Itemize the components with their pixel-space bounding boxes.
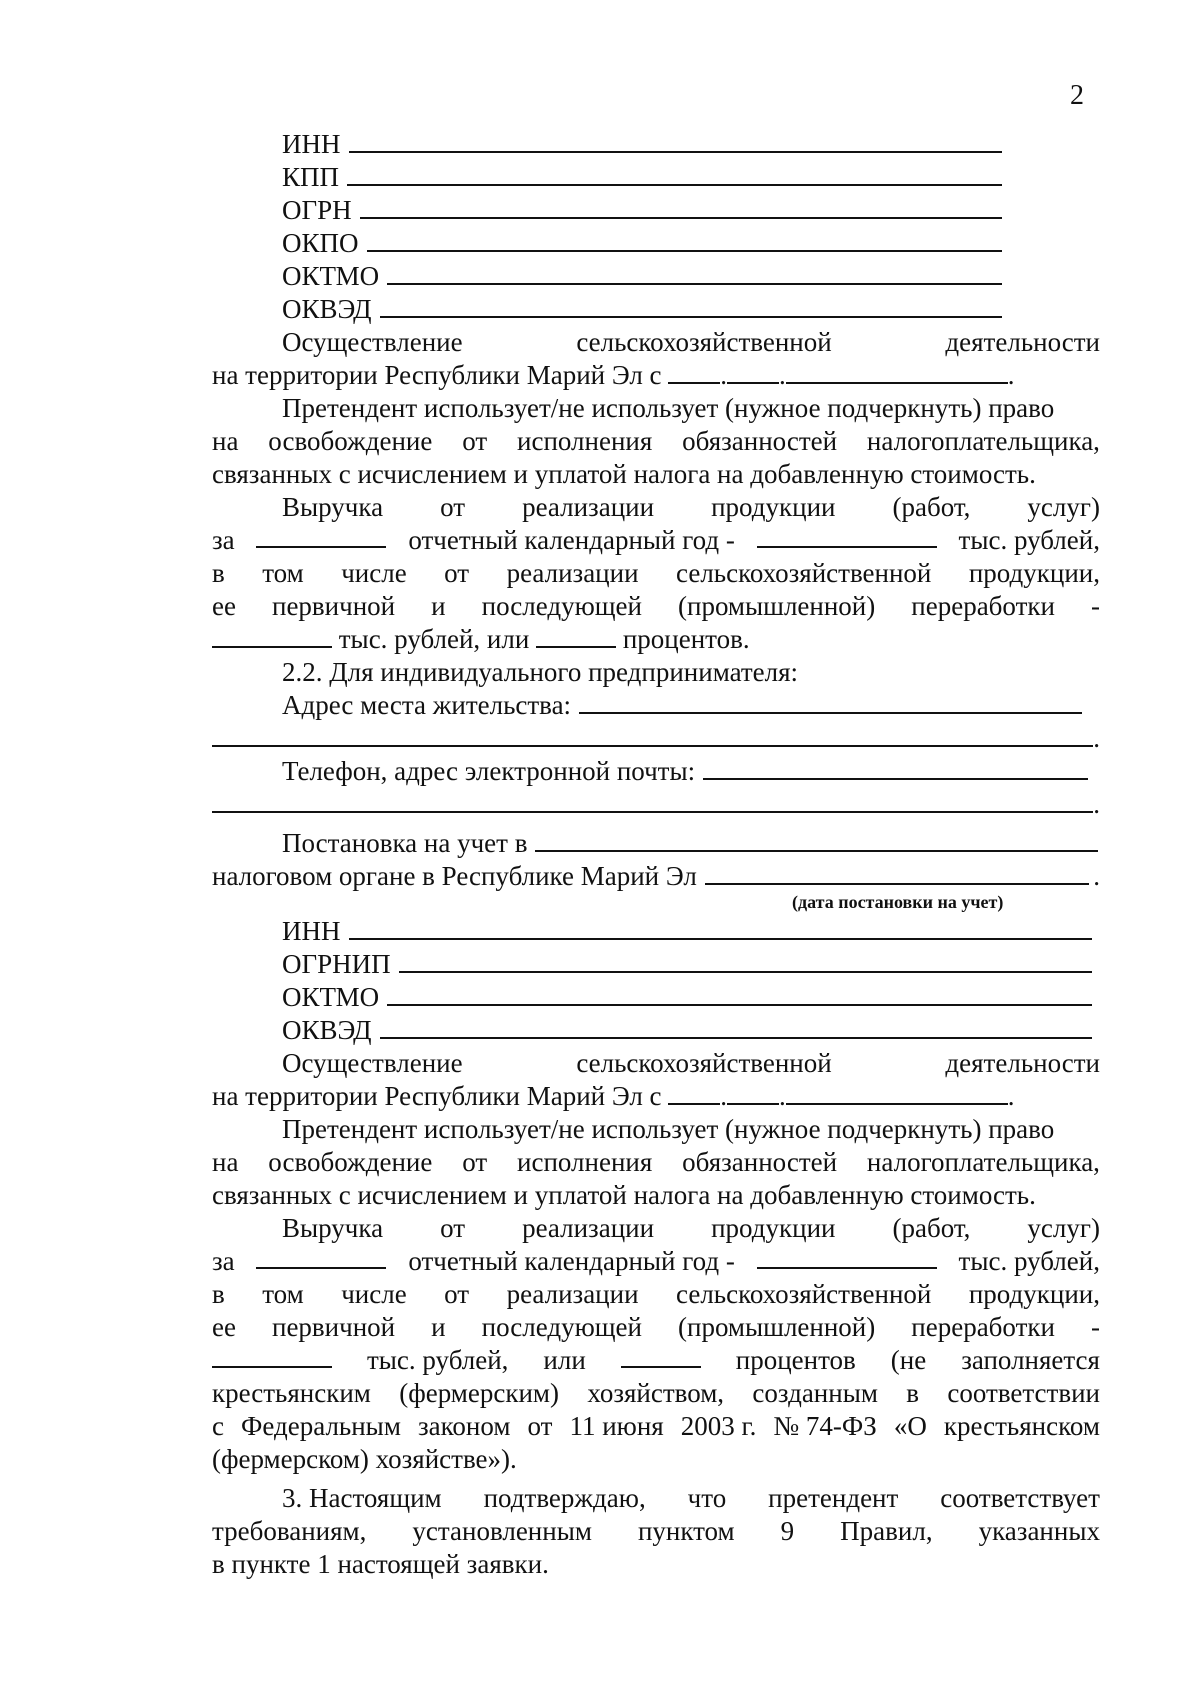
phone-email-field-2[interactable]: [212, 789, 1093, 813]
blank-field[interactable]: [349, 129, 1003, 153]
org-code-oktmo: ОКТМО: [282, 260, 1002, 293]
org-code-kpp: КПП: [282, 161, 1002, 194]
ip-revenue-line-4: ее первичной и последующей (промышленной) переработки -: [212, 1312, 1100, 1342]
ip-code-inn: ИНН: [282, 915, 1092, 948]
kfh-line-3: (фермерском) хозяйстве»).: [212, 1444, 517, 1474]
org-revenue-line-2: за отчетный календарный год - тыс. рублей,: [212, 525, 1100, 555]
kfh-line-1: крестьянским (фермерским) хозяйством, созданным в соответствии: [212, 1378, 1100, 1408]
ip-code-okved: ОКВЭД: [282, 1014, 1092, 1047]
date-blank[interactable]: [668, 360, 720, 384]
ip-vat-line-2: на освобождение от исполнения обязанностей налогоплательщика,: [212, 1147, 1100, 1177]
section-heading-ip: 2.2. Для индивидуального предпринимателя:: [282, 657, 799, 687]
org-code-okpo: ОКПО: [282, 227, 1002, 260]
org-territory-line: на территории Республики Марий Эл с . . .: [212, 360, 1015, 390]
ip-code-ogrnip: ОГРНИП: [282, 948, 1092, 981]
ip-code-oktmo: ОКТМО: [282, 981, 1092, 1014]
blank-field[interactable]: [347, 162, 1002, 186]
blank-field[interactable]: [380, 294, 1003, 318]
phone-continuation: .: [212, 788, 1100, 821]
org-code-okved: ОКВЭД: [282, 293, 1002, 326]
page-number: 2: [1070, 80, 1084, 111]
address-field[interactable]: [579, 690, 1082, 714]
address-line: Адрес места жительства:: [282, 689, 1082, 722]
date-blank[interactable]: [668, 1081, 720, 1105]
ip-territory-line: на территории Республики Марий Эл с . . .: [212, 1081, 1015, 1111]
date-caption: (дата постановки на учет): [792, 892, 1004, 912]
confirmation-line-1: 3. Настоящим подтверждаю, что претендент соответствует: [282, 1483, 1100, 1513]
ip-vat-line-3: связанных с исчислением и уплатой налога на добавленную стоимость.: [212, 1180, 1036, 1210]
date-blank[interactable]: [786, 1081, 1008, 1105]
year-blank[interactable]: [256, 1245, 386, 1269]
amount-blank[interactable]: [757, 1245, 937, 1269]
address-field-2[interactable]: [212, 723, 1093, 747]
kfh-line-2: с Федеральным законом от 11 июня 2003 г. № 74-ФЗ «О крестьянском: [212, 1411, 1100, 1441]
org-revenue-line-1: Выручка от реализации продукции (работ, услуг): [282, 492, 1100, 522]
blank-field[interactable]: [360, 195, 1002, 219]
blank-field[interactable]: [380, 1015, 1093, 1039]
blank-field[interactable]: [387, 982, 1092, 1006]
ip-revenue-line-3: в том числе от реализации сельскохозяйственной продукции,: [212, 1279, 1100, 1309]
amount-blank[interactable]: [757, 524, 937, 548]
phone-email-field[interactable]: [703, 756, 1088, 780]
amount-blank[interactable]: [212, 624, 332, 648]
tax-authority-line: налоговом органе в Республике Марий Эл .: [212, 861, 1100, 891]
org-code-inn: ИНН: [282, 128, 1002, 161]
org-revenue-line-3: в том числе от реализации сельскохозяйственной продукции,: [212, 558, 1100, 588]
org-code-ogrn: ОГРН: [282, 194, 1002, 227]
ip-activity-line: Осуществление сельскохозяйственной деятельности: [282, 1048, 1100, 1078]
ip-revenue-line-1: Выручка от реализации продукции (работ, услуг): [282, 1213, 1100, 1243]
phone-line: Телефон, адрес электронной почты:: [282, 755, 1088, 788]
org-vat-line-3: связанных с исчислением и уплатой налога на добавленную стоимость.: [212, 459, 1036, 489]
blank-field[interactable]: [367, 228, 1002, 252]
date-blank[interactable]: [786, 360, 1008, 384]
blank-field[interactable]: [399, 949, 1092, 973]
registration-date-field[interactable]: [705, 861, 1089, 885]
org-vat-line-1: Претендент использует/не использует (нужное подчеркнуть) право: [282, 393, 1055, 423]
org-vat-line-2: на освобождение от исполнения обязанностей налогоплательщика,: [212, 426, 1100, 456]
date-blank[interactable]: [727, 360, 779, 384]
percent-blank[interactable]: [621, 1344, 701, 1368]
org-activity-line: Осуществление сельскохозяйственной деятельности: [282, 327, 1100, 357]
year-blank[interactable]: [256, 524, 386, 548]
confirmation-line-3: в пункте 1 настоящей заявки.: [212, 1549, 549, 1579]
blank-field[interactable]: [349, 916, 1093, 940]
date-blank[interactable]: [727, 1081, 779, 1105]
ip-vat-line-1: Претендент использует/не использует (нужное подчеркнуть) право: [282, 1114, 1055, 1144]
ip-revenue-line-2: за отчетный календарный год - тыс. рублей,: [212, 1246, 1100, 1276]
org-revenue-line-5: тыс. рублей, или процентов.: [212, 623, 1100, 656]
org-revenue-line-4: ее первичной и последующей (промышленной) переработки -: [212, 591, 1100, 621]
registration-line: Постановка на учет в: [282, 827, 1098, 860]
address-continuation: .: [212, 722, 1100, 755]
percent-blank[interactable]: [536, 624, 616, 648]
registration-field[interactable]: [535, 828, 1098, 852]
confirmation-line-2: требованиям, установленным пунктом 9 Правил, указанных: [212, 1516, 1100, 1546]
amount-blank[interactable]: [212, 1344, 332, 1368]
blank-field[interactable]: [387, 261, 1002, 285]
ip-revenue-line-5: тыс. рублей, или процентов (не заполняется: [212, 1344, 1100, 1377]
